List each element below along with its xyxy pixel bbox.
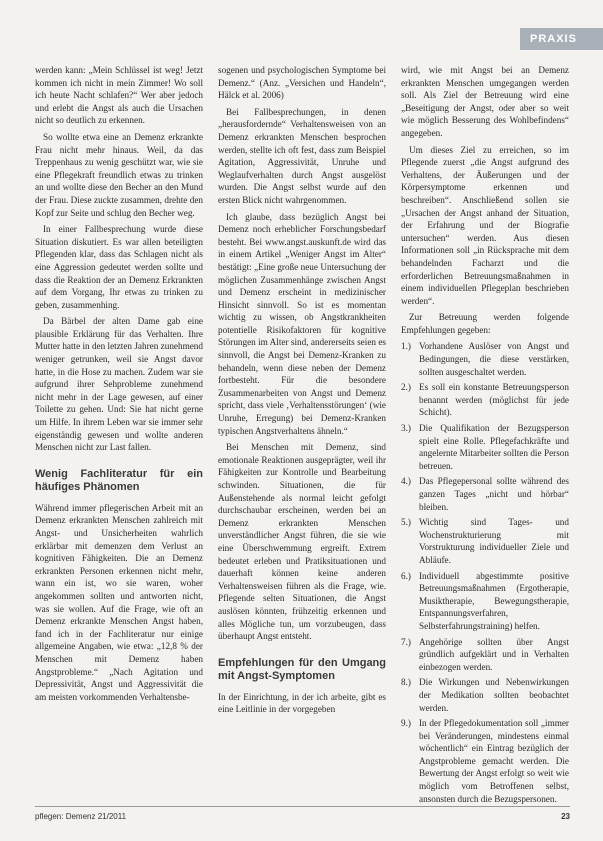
recommendations-list [401, 340, 569, 805]
list-item-text: Die Wirkungen und Nebenwirkungen der Medikation sollten beobachtet werden. [419, 677, 569, 713]
page-number: 23 [561, 812, 570, 821]
list-item-text: Vorhandene Auslöser von Angst und Bedingungen, die diese verstärken, sollten ausgeschaltet werden. [419, 341, 569, 377]
list-item-number: 7.) [401, 636, 411, 647]
list-item [401, 340, 569, 378]
list-item-text: Individuell abgestimmte positive Betreuungsmaßnahmen (Ergotherapie, Musiktherapie, Bewegungstherapie, Entspannungsverfahren, Selbsterfahrungstraining) helfen. [419, 570, 569, 631]
footer-divider [35, 806, 570, 807]
section-label-text: PRAXIS [530, 33, 577, 45]
list-item [401, 717, 569, 805]
section-heading-empfehlungen: Empfehlungen für den Umgang mit Angst-Symptomen [218, 656, 386, 682]
list-item-number: 3.) [401, 423, 411, 434]
paragraph: wird, wie mit Angst bei an Demenz erkrankten Menschen umgegangen werden soll. Als Ziel der Betreuung wird eine „Beseitigung der Angst, oder aber so weit wie möglich Besserung des Wohlbefindens“ angegeben. [401, 65, 569, 138]
paragraph: In der Einrichtung, in der ich arbeite, gibt es eine Leitlinie in der vorgegeben [218, 691, 386, 715]
list-item [401, 636, 569, 674]
paragraph: In einer Fallbesprechung wurde diese Situation diskutiert. Es war allen beteiligten Pflegenden klar, dass das Schlagen nicht als eine Aggression gedeutet werden sollte und dass die Reaktion der an Demenz Erkrankten auf dem Vorgang, Ihr etwas zu trinken zu geben, zusammenhing. [35, 224, 203, 310]
list-item [401, 516, 569, 566]
list-item-text: Das Pflegepersonal sollte während des ganzen Tages „nicht und hörbar“ bleiben. [419, 476, 569, 512]
column-1 [35, 64, 203, 707]
list-item [401, 475, 569, 513]
journal-name: pflegen: Demenz 21/2011 [35, 812, 127, 821]
list-item-text: Wichtig sind Tages- und Wochenstrukturierung mit Vorstrukturung individueller Ziele und Abläufe. [419, 517, 569, 565]
paragraph: werden kann: „Mein Schlüssel ist weg! Jetzt kommen ich nicht in mein Zimmer! Wo soll ich heute Nacht schlafen?“ Wer aber jedoch und erlebt die Angst als auch die Ursachen nicht so deutlich zu erkennen. [35, 65, 203, 126]
column-2 [218, 64, 386, 720]
list-item [401, 676, 569, 714]
paragraph: Da Bärbel der alten Dame gab eine plausible Erklärung für das Verhalten. Ihre Mutter hatte in den letzten Jahren zunehmend weniger getrunken, weil sie Angst davor hatte, in die Hose zu machen. Zudem war sie aufgrund ihrer Sehprobleme zunehmend nicht mehr in der Lage gewesen, auf einer Toilette zu gehen. Und: Sie hat nicht gerne um Hilfe. In ihrem Leben war sie immer sehr eigenständig gewesen und wollte anderen Menschen nicht zur Last fallen. [35, 316, 203, 453]
page-footer [35, 812, 570, 824]
list-item [401, 381, 569, 419]
list-item-number: 2.) [401, 382, 411, 393]
list-item [401, 570, 569, 633]
paragraph: Während immer pflegerischen Arbeit mit an Demenz erkrankten Menschen zahlreich mit Angst- und Unsicherheiten wahrlich erklärbar mit demenzen dem Verlust an kognitiven Fähigkeiten. Die an Demenz erkrankten Personen erkennen nicht mehr, wann ein ist, wo sie waren, woher angekommen sollten und antworten nicht, was sie wollen. Auf die Frage, wie oft an Demenz erkrankte Menschen Angst haben, fand ich in der Fachliteratur nur einige allgemeine Angaben, wie etwa: „12,8 % der Menschen mit Demenz haben Angstprobleme.“ „Nach Agitation und Depressivität, Angst und Aggressivität die am meisten vorkommenden Verhaltensbe- [35, 502, 203, 702]
paragraph: Bei Fallbesprechungen, in denen „herausfordernde“ Verhaltensweisen von an Demenz erkrankten Menschen besprochen werden, stellte ich oft fest, dass zum Beispiel Agitation, Aggressivität, Unruhe und Weglaufverhalten durch Angst ausgelöst wurden. Die Angst selbst wurde auf den ersten Blick nicht wahrgenommen. [218, 106, 386, 205]
list-item-text: Es soll ein konstante Betreuungsperson benannt werden (möglichst für jede Schicht). [419, 382, 569, 418]
paragraph: Bei Menschen mit Demenz, sind emotionale Reaktionen ausgeprägter, weil ihr Fähigkeiten zur Kontrolle und Bearbeitung schwinden. Situationen, die für Außenstehende als normal leicht gefolgt durchschaubar erscheinen, werden bei an Demenz erkrankten Menschen unverständlicher Angst führen, die sie wie eine Überschwemmung ergreift. Extrem bedeutet erleben und Pratiksituationen und dauerhaft können keine anderen Verhaltensweisen führen als die Frage, wie. Pflegende selten Situationen, die Angst auslösen könnten, frühzeitig erkennen und alles Mögliche tun, um vorzubeugen, dass überhaupt Angst entsteht. [218, 442, 386, 642]
list-item-text: In der Pflegedokumentation soll „immer bei Veränderungen, mindestens einmal wöchentlich“ ein Eintrag bezüglich der Angstprobleme gemacht werden. Die Bewertung der Angst erfolgt so weit wie möglich vom Betroffenen selbst, ansonsten durch die Bezugspersonen. [419, 718, 569, 804]
list-item-number: 4.) [401, 476, 411, 487]
section-label [520, 28, 603, 50]
paragraph: sogenen und psychologischen Symptome bei Demenz.“ (Anz. „Versichen und Handeln“, Hälck et al. 2006) [218, 65, 386, 101]
column-3 [401, 64, 569, 808]
article-body [35, 64, 570, 804]
paragraph: Ich glaube, dass bezüglich Angst bei Demenz noch erheblicher Forschungsbedarf besteht. Bei www.angst.auskunft.de wird das in einem Artikel „Weniger Angst im Alter“ bestätigt: „Eine große neue Untersuchung der möglichen Zusammenhänge zwischen Angst und Demenz erscheint in medizinischer Hinsicht sinnvoll. So ist es momentan wichtig zu wissen, ob Angstkrankheiten potentielle Risikofaktoren für kognitive Störungen im Alter sind, andererseits seien es sinnvoll, die Angst bei Demenz-Kranken zu behandeln, wenn diese neben der Demenz fortbesteht. Für die besondere Zusammenarbeiten von Angst und Demenz spricht, dass viele ‚Verhaltensstörungen‘ (wie Unruhe, Erregung) bei Demenz-Kranken typischen Angstverhaltens ähneln.“ [218, 211, 386, 436]
section-heading-fachliteratur: Wenig Fachliteratur für ein häufiges Phänomen [35, 467, 203, 493]
list-item-number: 9.) [401, 718, 411, 729]
list-item-number: 8.) [401, 677, 411, 688]
list-item-number: 1.) [401, 341, 411, 352]
list-item-number: 6.) [401, 570, 411, 581]
list-item-number: 5.) [401, 517, 411, 528]
list-item-text: Angehörige sollten über Angst gründlich aufgeklärt und in Verhalten einbezogen werden. [419, 636, 569, 672]
paragraph: Um dieses Ziel zu erreichen, so im Pflegende zuerst „die Angst aufgrund des Verhaltens, der Äußerungen und der Körpersymptome erkennen und beschreiben“. Anschließend sollen sie „Ursachen der Angst anhand der Situation, der Erfahrung und der Biografie untersuchen“ werden. Aus diesen Informationen soll „in Rücksprache mit dem behandelnden Facharzt und die erforderlichen Betreuungsmaßnahmen in einem individuellen Pflegeplan beschrieben werden“. [401, 144, 569, 306]
paragraph: Zur Betreuung werden folgende Empfehlungen gegeben: [401, 312, 569, 335]
paragraph: So wollte etwa eine an Demenz erkrankte Frau nicht mehr hinaus. Weil, da das Treppenhaus zu wenig geschützt war, wie sie eine Pflegekraft freundlich etwas zu trinken an und wollte diese den Becher an den Mund der Frau. Diese zuckte zusammen, drehte den Kopf zur Seite und schlug den Becher weg. [35, 131, 203, 218]
list-item [401, 422, 569, 472]
list-item-text: Die Qualifikation der Bezugsperson spielt eine Rolle. Pflegefachkräfte und angelernte Mitarbeiter sollten die Person betreuen. [419, 423, 569, 471]
